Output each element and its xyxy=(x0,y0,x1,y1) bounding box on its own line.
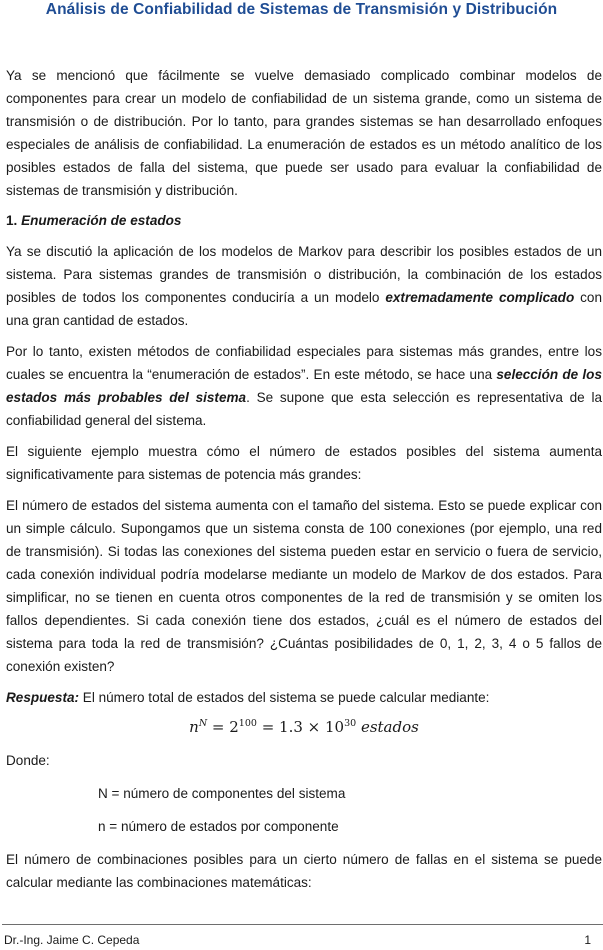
section-number: 1. xyxy=(6,213,18,228)
formula-exponent: 30 xyxy=(344,718,357,729)
emphasis-text: selección de los estados más probables del sistema xyxy=(6,367,602,405)
section-title: Enumeración de estados xyxy=(21,213,182,228)
paragraph-text: con una gran cantidad de estados. xyxy=(6,290,602,328)
intro-paragraph: Ya se mencionó que fácilmente se vuelve demasiado complicado combinar modelos de componentes para crear un modelo de confiabilidad de un sistema grande, como un sistema de transmisión o de distribución. Por lo tanto, para grandes sistemas se han desarrollado enfoques especiales de análisis de confiabilidad. La enumeración de estados es un método analítico de los posibles estados de falla del sistema, que puede ser usado para evaluar la confiabilidad de sistemas de transmisión y distribución. xyxy=(6,68,602,198)
formula-unit: estados xyxy=(356,718,419,736)
formula-term: = 2 xyxy=(207,718,239,736)
answer-text: El número total de estados del sistema se puede calcular mediante: xyxy=(79,690,490,705)
states-formula xyxy=(6,713,602,741)
emphasis-text: extremadamente complicado xyxy=(385,290,575,305)
answer-paragraph xyxy=(6,686,602,709)
section-heading xyxy=(6,209,602,232)
definition-item: n = número de estados por componente xyxy=(98,819,339,834)
page-number: 1 xyxy=(584,933,591,947)
paragraph-text: Ya se discutió la aplicación de los modelos de Markov para describir los posibles estados de un sistema. Para sistemas grandes de transmisión o distribución, la combinación de los estados posibles de todos los componentes conduciría a un modelo xyxy=(6,244,602,305)
paragraph-example-intro: El siguiente ejemplo muestra cómo el número de estados posibles del sistema aumenta significativamente para sistemas de potencia más grandes: xyxy=(6,444,602,482)
page-title: Análisis de Confiabilidad de Sistemas de Transmisión y Distribución xyxy=(45,1,558,18)
formula-term: = 1.3 × 10 xyxy=(256,718,345,736)
paragraph-example: El número de estados del sistema aumenta con el tamaño del sistema. Esto se puede explicar con un simple cálculo. Supongamos que un sistema consta de 100 conexiones (por ejemplo, una red de transmisión). Si todas las conexiones del sistema pueden estar en servicio o fuera de servicio, cada conexión individual podría modelarse mediante un modelo de Markov de dos estados. Para simplificar, no se tienen en cuenta otros componentes de la red de transmisión y se omiten los fallos dependientes. Si cada conexión tiene dos estados, ¿cuál es el número de estados del sistema para toda la red de transmisión? ¿Cuántas posibilidades de 0, 1, 2, 3, 4 o 5 fallos de conexión existen? xyxy=(6,498,602,674)
paragraph-enumeration xyxy=(6,340,602,432)
formula-exponent: N xyxy=(198,718,208,729)
paragraph-text: Por lo tanto, existen métodos de confiabilidad especiales para sistemas más grandes, entre los cuales se encuentra la “enumeración de estados”. En este método, se hace una xyxy=(6,344,602,382)
paragraph-text: . Se supone que esta selección es representativa de la confiabilidad general del sistema. xyxy=(6,390,602,428)
definition-item: N = número de componentes del sistema xyxy=(98,786,346,801)
footer-divider xyxy=(2,924,603,925)
formula-exponent: 100 xyxy=(238,718,257,729)
document-body xyxy=(6,64,602,894)
formula-base: n xyxy=(189,718,199,736)
footer-author: Dr.-Ing. Jaime C. Cepeda xyxy=(4,933,140,947)
answer-label: Respuesta: xyxy=(6,690,80,705)
paragraph-combinations: El número de combinaciones posibles para un cierto número de fallas en el sistema se puede calcular mediante las combinaciones matemáticas: xyxy=(6,852,602,890)
where-label: Donde: xyxy=(6,753,50,768)
paragraph-markov xyxy=(6,240,602,332)
